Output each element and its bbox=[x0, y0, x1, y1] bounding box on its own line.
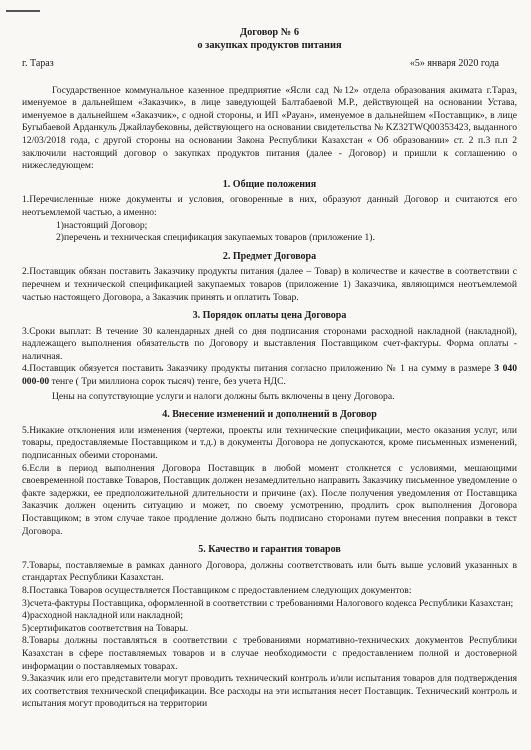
document-subtitle: о закупках продуктов питания bbox=[197, 40, 342, 51]
list-item: 5)сертификатов соответствия на Товары. bbox=[22, 622, 189, 634]
contract-date: «5» января 2020 года bbox=[409, 58, 499, 69]
clause-8b: 8.Товары должны поставляться в соответствии с требованиями нормативно-технических документов Республики Казахстан в сфере поставляемых товаров и в случае необходимости с предоставлением полной и достоверной информации о поставляемых товарах. bbox=[22, 635, 517, 672]
preamble: Государственное коммунальное казенное предприятие «Ясли сад №12» отдела образования акимата г.Тараз, именуемое в дальнейшем «Заказчик», в лице заведующей Балтабаевой М.Р., действующей на основании Устава, именуемое в дальнейшем «Заказчик», с одной стороны, и ИП «Рауан», именуемое в дальнейшем «Поставщик», в лице Бугыбаевой Арданкуль Джайлаубековны, действующего на основании свидетельства № KZ32TWQ00353423, выданного 12/03/2018 года, с другой стороны на основании Закона Республики Казахстан « Об образовании» ст. 2 п.3 п.п 2 заключили настоящий договор о закупках продуктов питания (далее - Договор) и пришли к соглашению о нижеследующем: bbox=[22, 84, 517, 172]
list-item: 1)настоящий Договор; bbox=[56, 219, 148, 231]
list-item: 4)расходной накладной или накладной; bbox=[22, 610, 184, 622]
section-3-title: 3. Порядок оплаты цена Договора bbox=[192, 310, 347, 322]
top-dash-mark bbox=[6, 10, 40, 12]
section-2-title: 2. Предмет Договора bbox=[222, 250, 317, 262]
clause-4 bbox=[22, 363, 517, 388]
clause-5: 5.Никакие отклонения или изменения (чертежи, проекты или технические спецификации, место оказания услуг, или товары, предоставляемые Поставщиком и т.д.) в документы Договора не допускаются, кроме письменных изменений, подписанных обеими сторонами. bbox=[22, 424, 517, 462]
section-4-title: 4. Внесение изменений и дополнений в Договор bbox=[162, 409, 377, 421]
clause-7: 7.Товары, поставляемые в рамках данного Договора, должны соответствовать или быть выше условий указанных в стандартах Республики Казахстан. bbox=[22, 559, 517, 584]
clause-6: 6.Если в период выполнения Договора Поставщик в любой момент столкнется с условиями, мешающими своевременной поставке Товаров, Поставщик должен незамедлительно направить Заказчику письменное уведомление о факте задержки, ее предположительной длительности и причине (ах). После получения уведомления от Поставщика Заказчик должен оценить ситуацию и может, по своему усмотрению, продлить срок выполнения Договора Поставщиком; в этом случае такое продление должно быть подписано сторонами путем внесения поправки в текст Договора. bbox=[22, 462, 517, 537]
contract-amount: 3 040 000-00 bbox=[22, 363, 517, 388]
clause-4-text-b: тенге ( Три миллиона сорок тысяч) тенге, без учета НДС. bbox=[49, 376, 286, 388]
taxes-note: Цены на сопутствующие услуги и налоги должны быть включены в цену Договора. bbox=[52, 390, 395, 402]
section-5-title: 5. Качество и гарантия товаров bbox=[198, 544, 341, 556]
place-date-row bbox=[22, 58, 517, 71]
clause-1: 1.Перечисленные ниже документы и условия, оговоренные в них, образуют данный Договор и считаются его неотъемлемой частью, а именно: bbox=[22, 194, 517, 218]
clause-8: 8.Поставка Товаров осуществляется Поставщиком с предоставлением следующих документов: bbox=[22, 584, 412, 596]
clause-9: 9.Заказчик или его представители могут проводить технический контроль и/или испытания товаров для подтверждения их соответствия технической спецификации. Все расходы на эти испытания несет Поставщик. Технический контроль и испытания могут проводиться на территории bbox=[22, 673, 517, 710]
list-item: 2)перечень и техническая спецификация закупаемых товаров (приложение 1). bbox=[56, 232, 375, 244]
clause-2: 2.Поставщик обязан поставить Заказчику продукты питания (далее – Товар) в количестве и качестве в соответствии с перечнем и технической спецификацией закупаемых товаров (приложение 1) Заказчика, являющимся неотъемлемой частью настоящего Договора, а Заказчик принять и оплатить Товар. bbox=[22, 266, 517, 303]
list-item: 3)счета-фактуры Поставщика, оформленной в соответствии с требованиями Налогового кодекса Республики Казахстан; bbox=[22, 597, 514, 609]
clause-3: 3.Сроки выплат: В течение 30 календарных дней со дня подписания сторонами расходной накладной (накладной), надлежащего выполнения обязательств по Договору и выставления Поставщиком счет-фактуры. Форма оплаты - наличная. bbox=[22, 325, 517, 362]
document-title: Договор № 6 bbox=[239, 27, 300, 38]
clause-4-text-a: 4.Поставщик обязуется поставить Заказчику продукты питания согласно приложению № 1 на сумму в размере bbox=[22, 363, 495, 375]
section-1-title: 1. Общие положения bbox=[222, 178, 317, 190]
city: г. Тараз bbox=[22, 58, 54, 69]
